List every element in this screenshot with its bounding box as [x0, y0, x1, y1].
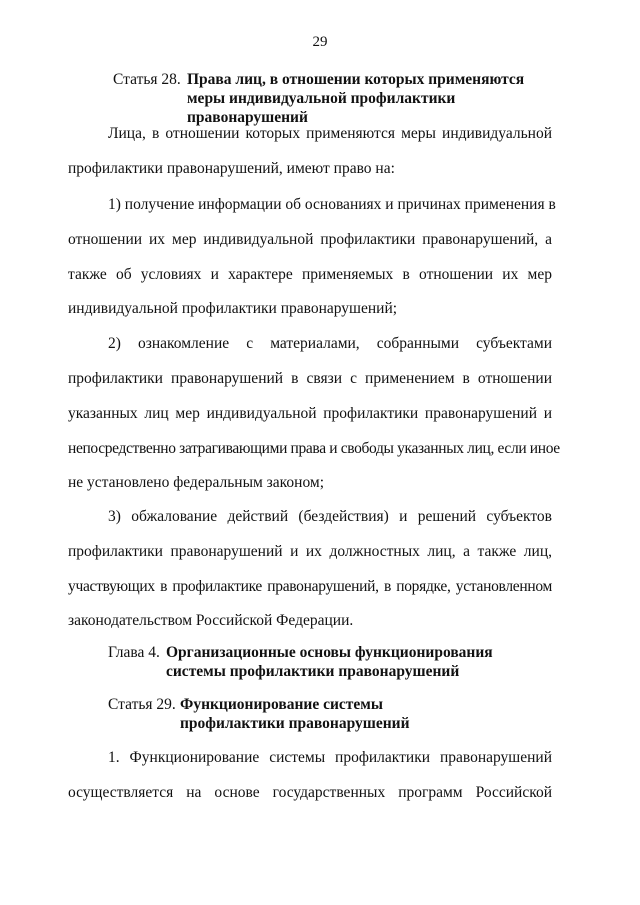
- chapter-4-label: Глава 4.: [108, 644, 160, 661]
- item3-line-2: профилактики правонарушений и их должностных лиц, а также лиц,: [68, 543, 552, 560]
- item3-line-3: участвующих в профилактике правонарушений, в порядке, установленном: [68, 578, 552, 595]
- article-28-heading: [113, 70, 553, 126]
- item1-line-1: 1) получение информации об основаниях и причинах применения в: [108, 196, 556, 213]
- article-29-heading: [108, 695, 528, 735]
- article-28-title: Права лиц, в отношении которых применяются меры индивидуальной профилактики правонарушений: [187, 71, 525, 126]
- article-28-label: Статья 28.: [113, 71, 181, 88]
- intro-line-1: Лица, в отношении которых применяются меры индивидуальной: [108, 125, 552, 142]
- page-number: 29: [312, 34, 328, 50]
- item3-line-1: 3) обжалование действий (бездействия) и решений субъектов: [108, 508, 552, 525]
- item3-line-4: законодательством Российской Федерации.: [68, 612, 354, 629]
- item2-line-3: указанных лиц мер индивидуальной профилактики правонарушений и: [68, 405, 552, 422]
- para29-1-line-1: 1. Функционирование системы профилактики правонарушений: [108, 749, 552, 766]
- article-29-title: Функционирование системы профилактики правонарушений: [180, 696, 410, 732]
- item2-line-4: непосредственно затрагивающими права и свободы указанных лиц, если иное: [68, 440, 560, 457]
- item1-line-3: также об условиях и характере применяемых в отношении их мер: [68, 266, 552, 283]
- intro-line-2: профилактики правонарушений, имеют право на:: [68, 160, 395, 177]
- article-29-label: Статья 29.: [108, 696, 176, 713]
- para29-1-line-2: осуществляется на основе государственных программ Российской: [68, 784, 552, 801]
- item2-line-1: 2) ознакомление с материалами, собранными субъектами: [108, 335, 552, 352]
- chapter-4-title: Организационные основы функционирования системы профилактики правонарушений: [166, 644, 493, 680]
- item2-line-5: не установлено федеральным законом;: [68, 474, 325, 491]
- item1-line-4: индивидуальной профилактики правонарушений;: [68, 300, 398, 317]
- chapter-4-heading: [108, 643, 553, 683]
- item1-line-2: отношении их мер индивидуальной профилактики правонарушений, а: [68, 231, 552, 248]
- item2-line-2: профилактики правонарушений в связи с применением в отношении: [68, 370, 552, 387]
